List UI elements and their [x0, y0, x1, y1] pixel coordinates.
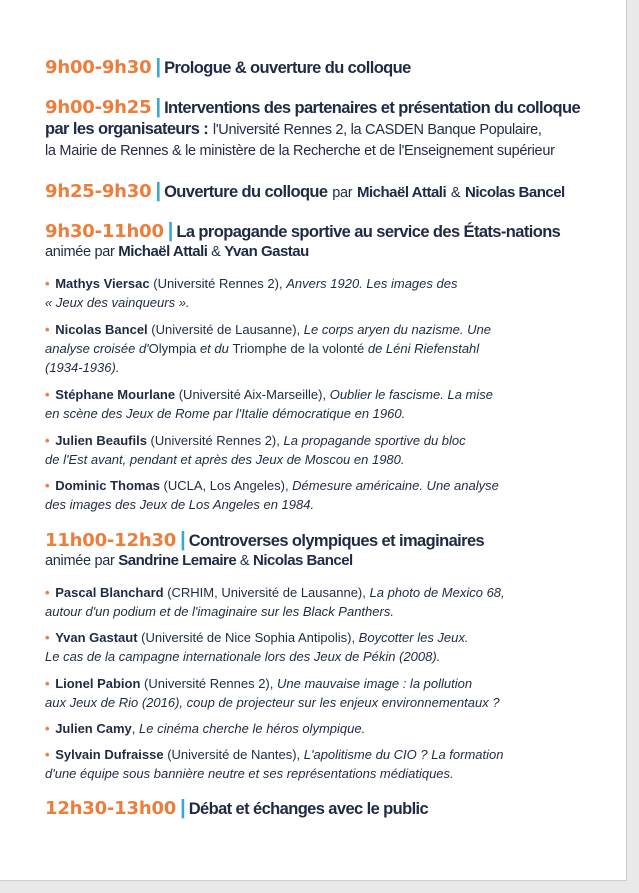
- talk-title: La propagande sportive du bloc: [283, 433, 466, 448]
- separator-bar: |: [180, 797, 186, 819]
- animated-by-text: animée par: [45, 553, 115, 569]
- talk-item: [45, 719, 615, 738]
- moderator-name: Yvan Gastau: [224, 243, 309, 260]
- speaker-name: Julien Camy: [55, 721, 132, 736]
- talk-title: Anvers 1920. Les images des: [286, 276, 458, 291]
- by-text: par: [332, 185, 353, 201]
- talk-item: [45, 674, 615, 712]
- separator-bar: |: [155, 96, 162, 118]
- speaker-affiliation: (Université Rennes 2),: [146, 433, 284, 448]
- session-debat: [45, 798, 615, 819]
- talk-item: [45, 320, 615, 377]
- session-interventions: [45, 97, 615, 161]
- bullet-icon: •: [45, 322, 50, 337]
- session-prologue: [45, 57, 615, 78]
- bullet-icon: •: [45, 630, 50, 645]
- speaker-name: Nicolas Bancel: [55, 322, 148, 337]
- session-title-continued: par les organisateurs :: [45, 120, 209, 138]
- talk-item: [45, 431, 615, 469]
- session-title: Débat et échanges avec le public: [188, 800, 429, 818]
- talk-title-continued: autour d'un podium et de l'imaginaire sur les Black Panthers.: [45, 604, 394, 619]
- session-time: 9h30-11h00: [45, 221, 164, 242]
- separator-bar: |: [155, 56, 162, 78]
- film-title: Triomphe de la volonté: [232, 341, 365, 356]
- speaker-affiliation: (Université de Nantes),: [163, 747, 304, 762]
- bullet-icon: •: [45, 433, 50, 448]
- session-controverses: [45, 530, 615, 571]
- talk-title-continued: de Léni Riefenstahl: [364, 341, 480, 356]
- bullet-icon: •: [45, 676, 50, 691]
- talk-title: Démesure américaine. Une analyse: [292, 478, 499, 493]
- separator-bar: |: [167, 220, 174, 242]
- session-title: La propagande sportive au service des États-nations: [176, 223, 561, 241]
- speaker-affiliation: (Université Aix-Marseille),: [175, 387, 330, 402]
- bullet-icon: •: [45, 747, 50, 762]
- session-time: 9h00-9h25: [45, 97, 152, 118]
- talk-title-continued: (1934-1936).: [45, 360, 120, 375]
- talk-item: [45, 583, 615, 621]
- talk-title: La photo de Mexico 68,: [369, 585, 505, 600]
- bullet-icon: •: [45, 387, 50, 402]
- session-ouverture: [45, 181, 615, 203]
- speaker-affiliation: ,: [131, 721, 140, 736]
- separator-bar: |: [155, 180, 162, 202]
- moderator-name: Michaël Attali: [118, 243, 208, 260]
- speaker-name: Julien Beaufils: [55, 433, 147, 448]
- animated-by-text: animée par: [45, 244, 115, 260]
- talk-item: [45, 385, 615, 423]
- speaker-affiliation: (Université de Nice Sophia Antipolis),: [137, 630, 359, 645]
- session-time: 12h30-13h00: [45, 798, 177, 819]
- talk-title-continued: d'une équipe sous bannière neutre et ses représentations médiatiques.: [45, 766, 454, 781]
- partners-text-continued: la Mairie de Rennes & le ministère de la Recherche et de l'Enseignement supérieur: [45, 143, 555, 159]
- talk-title: Oublier le fascisme. La mise: [329, 387, 493, 402]
- talk-title-continued: et du: [196, 341, 233, 356]
- talk-item: [45, 476, 615, 514]
- speaker-name: Mathys Viersac: [55, 276, 150, 291]
- bullet-icon: •: [45, 721, 50, 736]
- talk-title: L'apolitisme du CIO ? La formation: [303, 747, 504, 762]
- separator-bar: |: [180, 529, 186, 551]
- bullet-icon: •: [45, 585, 50, 600]
- session-title: Interventions des partenaires et présentation du colloque: [164, 99, 581, 117]
- moderators-line: [45, 242, 615, 262]
- talk-title: Le corps aryen du nazisme. Une: [303, 322, 491, 337]
- speaker-affiliation: (UCLA, Los Angeles),: [159, 478, 293, 493]
- talk-title: Le cinéma cherche le héros olympique.: [139, 721, 366, 736]
- speaker-affiliation: (Université Rennes 2),: [140, 676, 277, 691]
- session-title: Prologue & ouverture du colloque: [164, 59, 411, 77]
- session-propagande: [45, 221, 615, 262]
- talk-title-continued: en scène des Jeux de Rome par l'Italie démocratique en 1960.: [45, 406, 406, 421]
- session-title: Ouverture du colloque: [164, 183, 328, 201]
- speaker-name: Stéphane Mourlane: [55, 387, 176, 402]
- talk-title-continued: « Jeux des vainqueurs ».: [45, 295, 190, 310]
- ampersand: &: [450, 185, 461, 201]
- ampersand: &: [239, 553, 250, 569]
- ampersand: &: [211, 244, 221, 260]
- speaker-affiliation: (Université Rennes 2),: [149, 276, 287, 291]
- session-time: 11h00-12h30: [45, 530, 177, 551]
- talk-title: Une mauvaise image : la pollution: [276, 676, 473, 691]
- moderator-name: Michaël Attali: [357, 184, 447, 201]
- speaker-affiliation: (CRHIM, Université de Lausanne),: [163, 585, 370, 600]
- speaker-name: Pascal Blanchard: [55, 585, 164, 600]
- talk-title-continued: analyse croisée d': [45, 341, 149, 356]
- talk-title-continued: de l'Est avant, pendant et après des Jeux de Moscou en 1980.: [45, 452, 405, 467]
- session-time: 9h00-9h30: [45, 57, 152, 78]
- session-title: Controverses olympiques et imaginaires: [188, 532, 485, 550]
- partners-text: l'Université Rennes 2, la CASDEN Banque Populaire,: [212, 122, 542, 138]
- talk-title: Boycotter les Jeux.: [358, 630, 469, 645]
- speaker-name: Lionel Pabion: [55, 676, 141, 691]
- bullet-icon: •: [45, 276, 50, 291]
- moderator-name: Sandrine Lemaire: [118, 552, 237, 569]
- session-time: 9h25-9h30: [45, 181, 152, 202]
- talk-item: [45, 745, 615, 783]
- speaker-name: Yvan Gastaut: [55, 630, 138, 645]
- moderators-line: [45, 551, 615, 571]
- speaker-affiliation: (Université de Lausanne),: [147, 322, 304, 337]
- talk-title-continued: Le cas de la campagne internationale lors des Jeux de Pékin (2008).: [45, 649, 441, 664]
- film-title: Olympia: [148, 341, 197, 356]
- bullet-icon: •: [45, 478, 50, 493]
- talk-title-continued: aux Jeux de Rio (2016), coup de projecteur sur les enjeux environnementaux ?: [45, 695, 500, 710]
- moderator-name: Nicolas Bancel: [465, 184, 565, 201]
- speaker-name: Sylvain Dufraisse: [55, 747, 164, 762]
- talk-title-continued: des images des Jeux de Los Angeles en 1984.: [45, 497, 315, 512]
- speaker-name: Dominic Thomas: [55, 478, 160, 493]
- talk-item: [45, 628, 615, 666]
- moderator-name: Nicolas Bancel: [253, 552, 353, 569]
- talk-item: [45, 274, 615, 312]
